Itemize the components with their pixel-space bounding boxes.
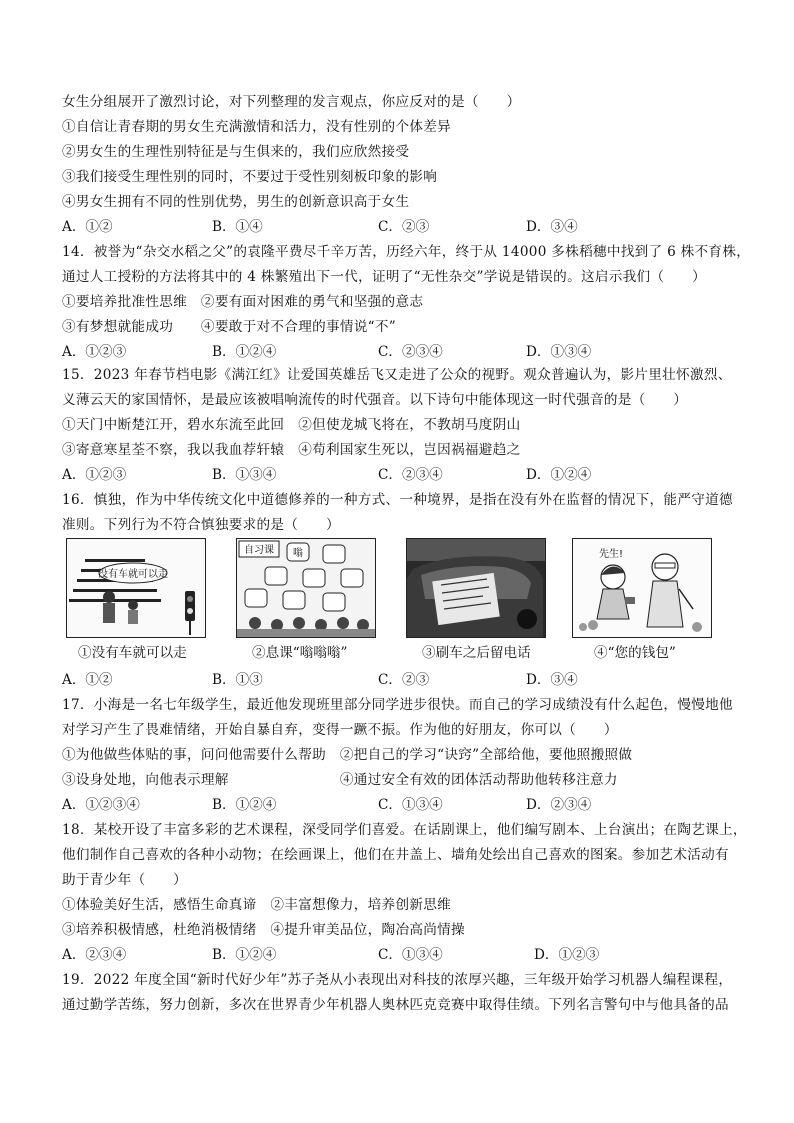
q17-option-b[interactable]: B．①②④ — [212, 797, 277, 813]
q13-item-4: ④男女生拥有不同的性别优势，男生的创新意识高于女生 — [62, 194, 410, 210]
q18-option-b[interactable]: B．①②④ — [212, 947, 277, 963]
q18-option-a[interactable]: A．②③④ — [62, 947, 127, 963]
q16-caption-2: ②息课“嗡嗡嗡” — [252, 645, 348, 661]
q18-options — [62, 946, 752, 964]
q16-caption-1: ①没有车就可以走 — [78, 645, 187, 661]
q14-item-row-2: ③有梦想就能成功 ④要敢于对不合理的事情说“不” — [62, 319, 397, 335]
q13-option-b[interactable]: B．①④ — [212, 219, 263, 235]
q19-stem-line-2: 通过勤学苦练，努力创新，多次在世界青少年机器人奥林匹克竞赛中取得佳绩。下列名言警句中与他具备的品 — [62, 997, 729, 1013]
q16-caption-3: ③刷车之后留电话 — [422, 645, 531, 661]
crosswalk-icon — [66, 538, 206, 638]
q16-option-c[interactable]: C．②③ — [378, 672, 430, 688]
q15-item-row-2: ③寄意寒星荃不察，我以我血荐轩辕 ④苟利国家生死以，岂因祸福避趋之 — [62, 442, 521, 458]
q15-stem-line-1: 15．2023 年春节档电影《满江红》让爱国英雄岳飞又走进了公众的视野。观众普遍认为，影片里壮怀激烈、 — [62, 367, 732, 383]
q17-options — [62, 796, 752, 814]
q18-item-row-1: ①体验美好生活，感悟生命真谛 ②丰富想像力，培养创新思维 — [62, 897, 452, 913]
q19-stem-line-1: 19．2022 年度全国“新时代好少年”苏子尧从小表现出对科技的浓厚兴趣，三年级开始学习机器人编程课程， — [62, 972, 733, 988]
q17-option-a[interactable]: A．①②③④ — [62, 797, 140, 813]
q15-options — [62, 466, 752, 484]
q13-item-2: ②男女生的生理性别特征是与生俱来的，我们应欣然接受 — [62, 144, 410, 160]
crosswalk-bubble-text: 没有车就可以走 — [98, 569, 168, 580]
wallet-bubble-text: 先生! — [598, 549, 624, 560]
q17-option-c[interactable]: C．①③④ — [378, 797, 443, 813]
q14-stem-line-1: 14．被誉为“杂交水稻之父”的袁隆平费尽千辛万苦，历经六年，终于从 14000 多株稻穗中找到了 6 株不育株， — [62, 244, 751, 260]
q18-stem-line-2: 他们制作自己喜欢的各种小动物；在绘画课上，他们在井盖上、墙角处绘出自己喜欢的图案。参加艺术活动有 — [62, 847, 729, 863]
q18-stem-line-1: 18．某校开设了丰富多彩的艺术课程，深受同学们喜爱。在话剧课上，他们编写剧本、上台演出；在陶艺课上， — [62, 822, 747, 838]
q18-option-d[interactable]: D．①②③ — [534, 947, 600, 963]
q17-stem-line-1: 17．小海是一名七年级学生，最近他发现班里部分同学进步很快。而自己的学习成绩没有什么起色，慢慢地他 — [62, 697, 733, 713]
q13-item-3: ③我们接受生理性别的同时，不要过于受性别刻板印象的影响 — [62, 169, 438, 185]
q14-option-a[interactable]: A．①②③ — [62, 344, 127, 360]
q13-option-a[interactable]: A．①② — [62, 219, 113, 235]
q17-stem-line-2: 对学习产生了畏难情绪，开始自暴自弃，变得一蹶不振。作为他的好朋友，你可以（ ） — [62, 722, 618, 738]
q13-option-d[interactable]: D．③④ — [526, 219, 578, 235]
car-note-icon — [406, 538, 546, 638]
q16-stem-line-2: 准则。下列行为不符合慎独要求的是（ ） — [62, 517, 340, 533]
q16-stem-line-1: 16．慎独，作为中华传统文化中道德修养的一种方式、一种境界，是指在没有外在监督的情况下，能严守道德 — [62, 492, 733, 508]
q14-options — [62, 343, 752, 361]
q13-options — [62, 218, 752, 236]
q16-option-d[interactable]: D．③④ — [526, 672, 578, 688]
q15-option-c[interactable]: C．②③④ — [378, 467, 443, 483]
q17-option-d[interactable]: D．②③④ — [526, 797, 592, 813]
q18-item-row-2: ③培养积极情感，杜绝消极情绪 ④提升审美品位，陶冶高尚情操 — [62, 922, 465, 938]
q16-pictures — [62, 538, 752, 661]
wallet-return-icon — [572, 538, 712, 638]
q15-item-row-1: ①天门中断楚江开，碧水东流至此回 ②但使龙城飞将在，不教胡马度阴山 — [62, 417, 521, 433]
classroom-board-text: 自习课 — [244, 545, 274, 556]
q13-stem: 女生分组展开了激烈讨论，对下列整理的发言观点，你应反对的是（ ） — [62, 94, 521, 110]
q15-option-d[interactable]: D．①②④ — [526, 467, 592, 483]
classroom-icon — [236, 538, 376, 638]
q14-option-c[interactable]: C．②③④ — [378, 344, 443, 360]
q14-stem-line-2: 通过人工授粉的方法将其中的 4 株繁殖出下一代，证明了“无性杂交”学说是错误的。这启示我们（ ） — [62, 269, 707, 285]
q14-item-row-1: ①要培养批准性思维 ②要有面对困难的勇气和坚强的意志 — [62, 294, 424, 310]
q18-option-c[interactable]: C．①③④ — [378, 947, 443, 963]
q15-option-a[interactable]: A．①②③ — [62, 467, 127, 483]
q17-item-row-1: ①为他做些体贴的事，问问他需要什么帮助 ②把自己的学习“诀窍”全部给他，要他照搬照做 — [62, 747, 633, 763]
q13-option-c[interactable]: C．②③ — [378, 219, 430, 235]
q16-option-b[interactable]: B．①③ — [212, 672, 263, 688]
q13-item-1: ①自信让青春期的男女生充满激情和活力，没有性别的个体差异 — [62, 119, 452, 135]
q15-stem-line-2: 义薄云天的家国情怀，是最应该被唱响流传的时代强音。以下诗句中能体现这一时代强音的是（ ） — [62, 392, 688, 408]
q17-item-row-2: ③设身处地，向他表示理解 ④通过安全有效的团体活动帮助他转移注意力 — [62, 772, 618, 788]
q16-options — [62, 671, 752, 689]
classroom-bubble-text: 嗡 — [293, 548, 303, 559]
q14-option-b[interactable]: B．①②④ — [212, 344, 277, 360]
q16-option-a[interactable]: A．①② — [62, 672, 113, 688]
q15-option-b[interactable]: B．①③④ — [212, 467, 277, 483]
q16-caption-4: ④“您的钱包” — [594, 645, 676, 661]
q18-stem-line-3: 助于青少年（ ） — [62, 872, 188, 888]
q14-option-d[interactable]: D．①③④ — [526, 344, 592, 360]
